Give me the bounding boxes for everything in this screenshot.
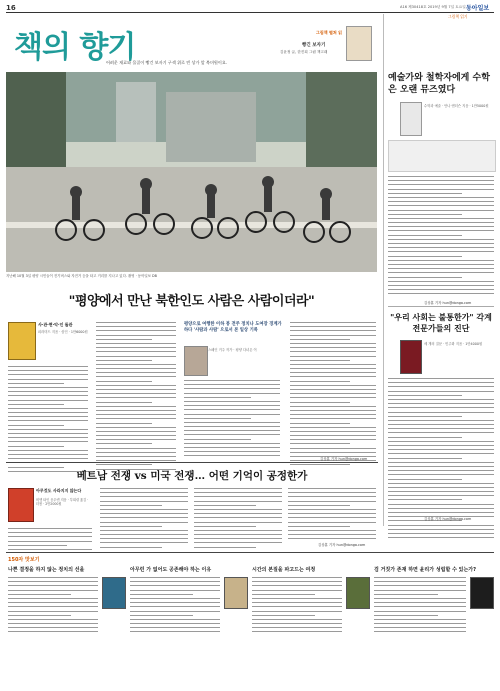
page-number: 16 [6,4,16,12]
book-cover-lead [8,322,36,360]
bottom-book-cover-3 [346,577,370,609]
bottom-book-cover-2 [224,577,248,609]
right-headline: 예술가와 철학자에게 수학은 오랜 뮤즈였다 [388,73,490,95]
newspaper-name: 동아일보 [466,5,490,12]
mid-col-3 [194,488,282,551]
bottom-item-1 [8,566,126,636]
mid-book-cover [8,488,34,522]
right-section-rule [388,306,494,307]
bottom-book-cover-1 [102,577,126,609]
main-photo [6,72,377,272]
bottom-book-cover-4 [470,577,494,609]
bottom-section-title: 150자 맛보기 [8,557,40,563]
mid-byline: 김상훈 기자 hun@donga.com [318,543,366,547]
bottom-item-title: 나쁜 결정을 하지 않는 정치의 선을 [8,567,85,573]
mid-col-1 [8,528,92,553]
bottom-rule [6,552,494,553]
lead-col-2 [96,322,176,473]
mid-title: 평양으로 여행한 이하 봉 전주 정치나 도여장 경계가 하다 '사람과 사람' 으로서 본 일상 기록 [184,322,282,333]
bottom-item-3 [252,566,370,636]
header-rule [6,12,494,13]
right-book-meta-2: 세 개의 질문 · 민주화 지음 · 1만4000원 [424,342,483,346]
lead-book-meta: 김윤정 글, 한진희 그림 책고래 [280,50,328,54]
lead-col-4 [290,322,376,469]
lead-byline: 김상훈 기자 hun@donga.com [320,457,368,461]
bottom-item-2 [130,566,248,636]
mid-portrait [184,346,208,376]
lead-col-3 [184,380,280,460]
mid-headline: 베트남 전쟁 vs 미국 전쟁… 어떤 기억이 공정한가 [76,470,308,482]
lead-book-title: 빵긴 보자기 [302,43,326,48]
right-tag: 그림책 읽기 [448,14,468,19]
mid-rule [6,462,378,463]
right-book-meta: 수학과 예술 · 안나 앤더슨 지음 · 1만5000원 [424,104,489,108]
mid-book-title: 아무것도 사라지지 않는다 [36,488,82,493]
mid-caption: 스페인 거주 작가 · 평양 다녀온 이 [208,348,257,352]
masthead: 책의 향기 [14,30,136,65]
right-divider [383,14,384,526]
right-headline-2: "우리 사회는 불통한가" 각계 전문가들의 진단 [390,312,492,333]
mid-col-2 [100,488,188,551]
book-box-title: 사·관·현·악·인 돌관 [38,322,73,327]
right-book-cover [400,102,422,136]
right-figure [388,140,496,172]
right-book-cover-2 [400,340,422,374]
date-line: A16 제30418호 2019년 9월 7일 토요일 [400,5,466,9]
book-thumb-lead [346,26,372,61]
mid-col-4 [288,488,376,542]
right-byline-2: 김상훈 기자 hun@donga.com [424,517,472,521]
bottom-item-title: 시간의 본질을 파고드는 여정 [252,567,316,573]
book-box-sub: 피라미드 지음 · 삼인 · 1만6000원 [38,330,88,334]
section-tag: 그림책 펼쳐 읽 [316,30,342,35]
bottom-item-title: 아무런 가 없어도 공존해야 하는 이유 [130,567,212,573]
lead-col-1 [8,366,88,475]
right-col-1 [388,176,494,297]
mid-book-meta: 비엣 타인 응우옌 지음 · 부희령 옮김 · 더봄 · 2만2000원 [36,498,89,507]
photo-caption: 지난해 10월 3일 평양 시민들이 전기버스와 자전거 등을 타고 거리를 지나고 있다. 촬영 · 동아일보 DB [6,274,157,278]
bottom-item-title: 검 거짓가 존재 하면 윤리가 성립할 수 있는가? [374,567,477,573]
lead-intro: 어려운 재료와 물질이 빵긴 보자기 구색 위로 빈 상가 앞 북머원이요. [106,60,228,65]
right-byline: 김상훈 기자 hun@donga.com [424,301,472,305]
bottom-item-4 [374,566,494,636]
lead-headline: "평양에서 만난 북한인도 사람은 사람이더라" [68,294,315,309]
